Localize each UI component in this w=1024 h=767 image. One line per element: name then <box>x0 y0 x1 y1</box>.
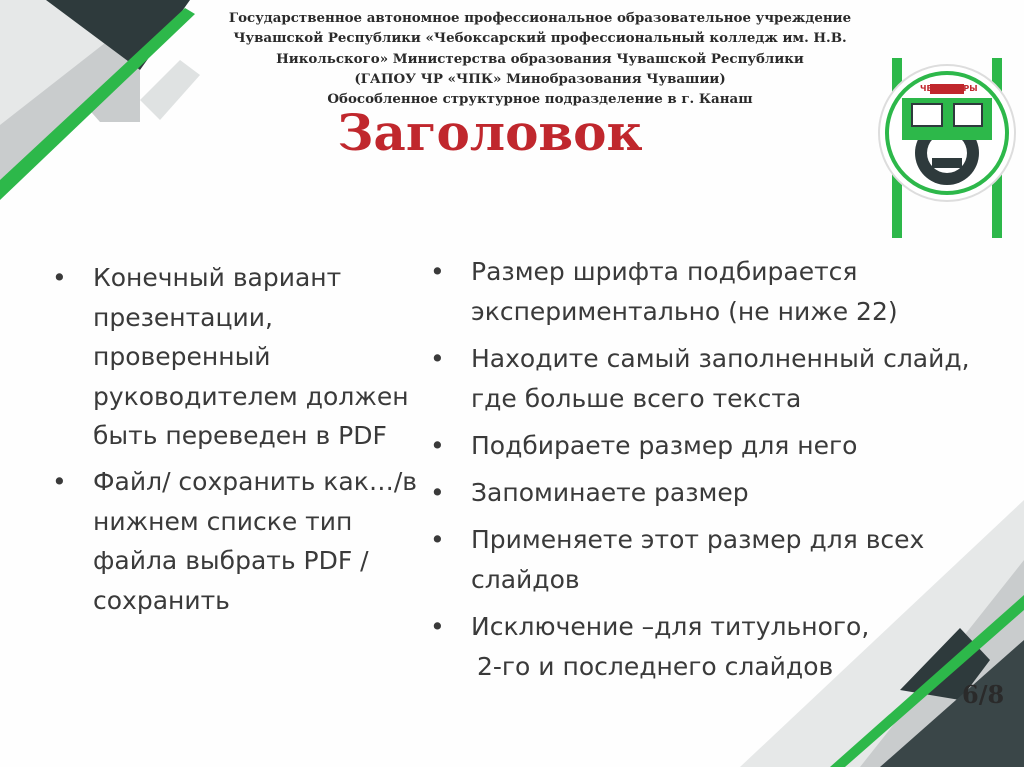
list-item <box>430 339 1015 419</box>
list-item-text: Подбираете размер для него <box>471 431 858 460</box>
list-item-text: Файл/ сохранить как…/в нижнем списке тип файла выбрать PDF /сохранить <box>93 466 417 615</box>
list-item <box>430 473 1015 513</box>
list-item-text: Конечный вариант презентации, проверенный руководителем должен быть переведен в PDF <box>93 263 409 451</box>
list-item <box>430 252 1015 332</box>
bullet-icon: • <box>52 263 67 292</box>
header-line: Государственное автономное профессиональное образовательное учреждение <box>228 10 852 26</box>
right-column <box>430 252 1015 687</box>
left-bullet-list <box>52 258 444 620</box>
right-bullet-list <box>430 252 1015 647</box>
list-item-text: Применяете этот размер для всех слайдов <box>471 525 925 594</box>
organization-header <box>200 8 880 109</box>
bullet-icon: • <box>52 466 67 496</box>
list-item <box>430 520 1015 600</box>
list-item-text: Размер шрифта подбирается экспериментально (не ниже 22) <box>471 257 898 326</box>
list-item-text: Исключение –для титульного, <box>471 612 870 641</box>
list-item <box>52 462 444 620</box>
list-item <box>52 258 444 456</box>
bullet-icon: • <box>430 478 445 507</box>
bullet-icon: • <box>430 344 445 373</box>
bullet-icon: • <box>430 431 445 460</box>
list-item-text: Запоминаете размер <box>471 478 749 507</box>
page-number: 6/8 <box>962 680 1005 709</box>
bullet-icon: • <box>430 525 445 554</box>
logo-label: ЧЕБОКСАРЫ <box>920 84 978 93</box>
header-line: Никольского» Министерства образования Чувашской Республики <box>276 50 804 67</box>
slide-title: Заголовок <box>337 103 643 162</box>
list-item <box>430 607 1015 647</box>
header-line: (ГАПОУ ЧР «ЧПК» Минобразования Чувашии) <box>354 70 726 87</box>
left-column <box>52 258 444 626</box>
header-line: Обособленное структурное подразделение в г. Канаш <box>327 91 753 108</box>
bullet-icon: • <box>430 612 445 641</box>
list-item-continuation: 2-го и последнего слайдов <box>477 652 834 681</box>
top-left-small-shape <box>140 60 200 120</box>
bullet-icon: • <box>430 257 445 286</box>
header-line: Чувашской Республики «Чебоксарский профессиональный колледж им. Н.В. <box>233 30 847 47</box>
list-item-text: Находите самый заполненный слайд, где больше всего текста <box>471 344 970 413</box>
list-item <box>430 426 1015 466</box>
